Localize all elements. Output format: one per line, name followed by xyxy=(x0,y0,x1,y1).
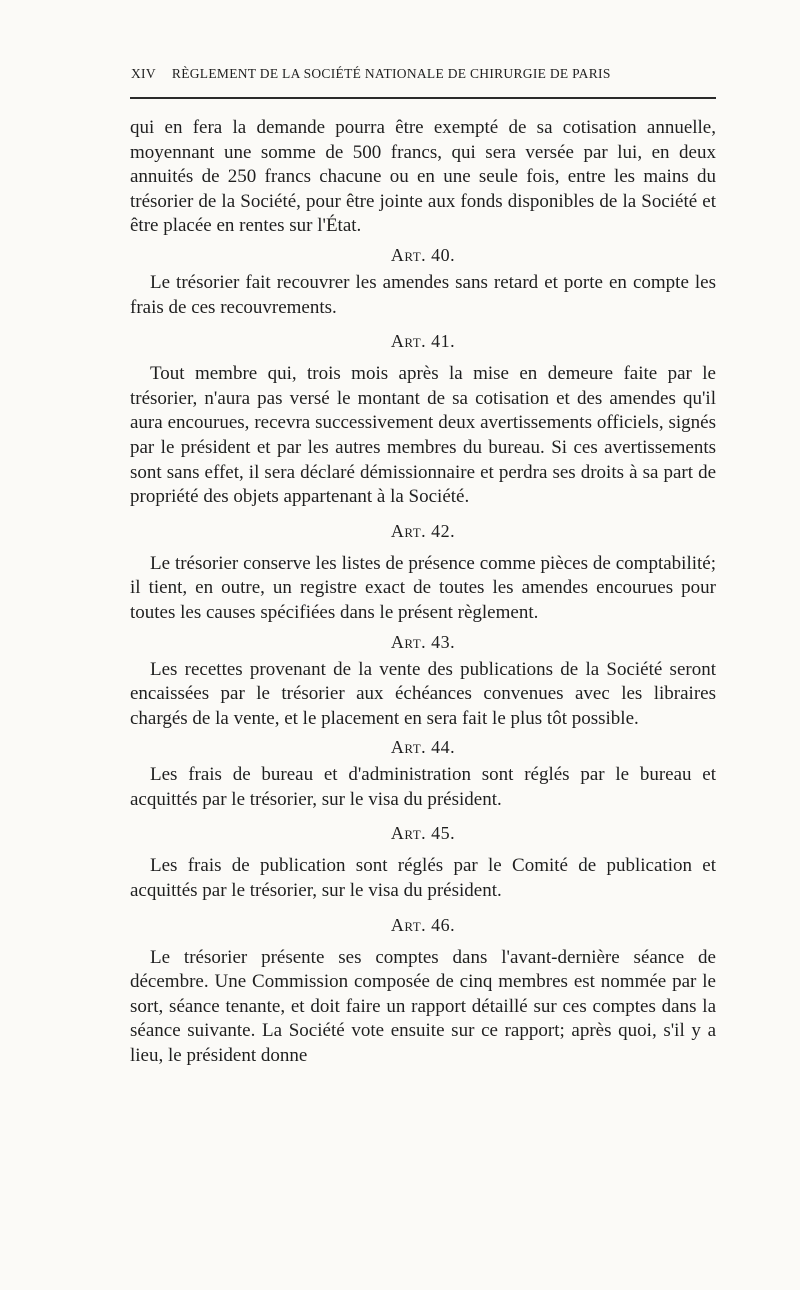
article-paragraph: Les recettes provenant de la vente des publications de la Société seront encaissées par le trésorier aux échéances convenues avec les libraires chargés de la vente, et le placement en sera fait le plus tôt possible. xyxy=(130,658,716,729)
running-header xyxy=(131,63,715,85)
article-paragraph: Les frais de bureau et d'administration sont réglés par le bureau et acquittés par le trésorier, sur le visa du président. xyxy=(130,764,716,810)
article-paragraph: Tout membre qui, trois mois après la mise en demeure faite par le trésorier, n'aura pas versé le montant de sa cotisation et des amendes qu'il aura encourues, recevra successivement deux avertissements officiels, signés par le président et par les autres membres du bureau. Si ces avertissements sont sans effet, il sera déclaré démissionnaire et perdra ses droits à sa part de propriété des objets appartenant à la Société. xyxy=(130,363,716,508)
article-paragraph: Les frais de publication sont réglés par le Comité de publication et acquittés par le trésorier, sur le visa du président. xyxy=(130,855,716,902)
article-heading: Art. 43. xyxy=(390,631,456,652)
header-rule xyxy=(130,97,716,99)
article-heading: Art. 42. xyxy=(390,520,456,541)
article-heading: Art. 44. xyxy=(390,737,456,758)
continuation-paragraph: qui en fera la demande pourra être exempté de sa cotisation annuelle, moyennant une somme de 500 francs, qui sera versée par lui, en deux annuités de 250 francs chacune ou en une seule fois, entre les mains du trésorier de la Société, pour être jointe aux fonds disponibles de la Société et être placée en rentes sur l'État. xyxy=(130,117,716,237)
article-heading: Art. 46. xyxy=(390,914,456,935)
article-paragraph: Le trésorier présente ses comptes dans l'avant-dernière séance de décembre. Une Commission composée de cinq membres est nommée par le sort, séance tenante, et doit faire un rapport détaillé sur ces comptes dans la séance suivante. La Société vote ensuite sur ce rapport; après quoi, s'il y a lieu, le président donne xyxy=(130,946,716,1067)
article-heading: Art. 40. xyxy=(390,244,456,265)
article-paragraph: Le trésorier fait recouvrer les amendes sans retard et porte en compte les frais de ces recouvrements. xyxy=(130,271,716,318)
article-heading: Art. 45. xyxy=(390,823,456,844)
page-body xyxy=(130,116,716,1069)
article-paragraph: Le trésorier conserve les listes de présence comme pièces de comptabilité; il tient, en outre, un registre exact de toutes les amendes encourues pour toutes les causes spécifiées dans le présent règlement. xyxy=(130,552,716,623)
article-heading: Art. 41. xyxy=(390,331,456,352)
running-title: RÈGLEMENT DE LA SOCIÉTÉ NATIONALE DE CHIRURGIE DE PARIS xyxy=(171,66,611,81)
page-number: XIV xyxy=(131,66,156,81)
